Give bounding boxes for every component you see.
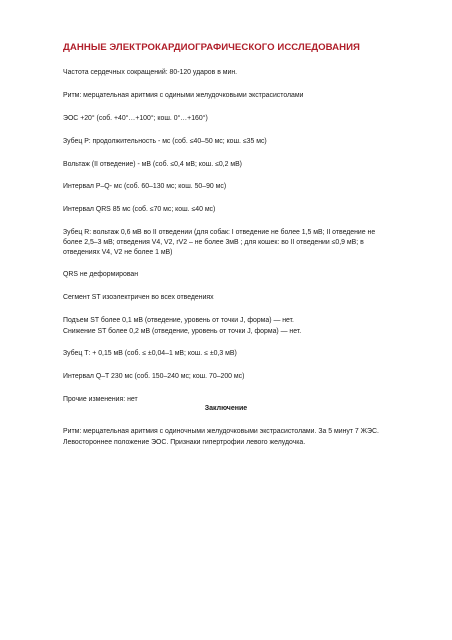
qrs-shape-line: QRS не деформирован [63, 271, 139, 278]
heart-rate-line: Частота сердечных сокращений: 80-120 ударов в мин. [63, 69, 238, 76]
st-rise-line: Подъем ST более 0,1 мВ (отведение, уровень от точки J, форма) — нет. [63, 317, 294, 324]
conclusion-heading: Заключение [204, 405, 248, 412]
qrs-interval-line: Интервал QRS 85 мс (соб. ≤70 мс; кош. ≤40 мс) [63, 206, 216, 213]
p-wave-line: Зубец Р: продолжительность - мс (соб. ≤40–50 мс; кош. ≤35 мс) [63, 138, 267, 145]
rhythm-line: Ритм: мерцательная аритмия с одиными желудочковыми экстрасистолами [63, 92, 304, 99]
conclusion-line-2: Левостороннее положение ЭОС. Признаки гипертрофии левого желудочка. [63, 439, 306, 446]
voltage-line: Вольтаж (II отведение) - мВ (соб. ≤0,4 мВ; кош. ≤0,2 мВ) [63, 161, 242, 168]
st-segment-line: Сегмент ST изоэлектричен во всех отведениях [63, 294, 214, 301]
st-drop-line: Снижение ST более 0,2 мВ (отведение, уровень от точки J, форма) — нет. [63, 328, 302, 335]
t-wave-line: Зубец Т: + 0,15 мВ (соб. ≤ ±0,04–1 мВ; кош. ≤ ±0,3 мВ) [63, 350, 237, 357]
qt-interval-line: Интервал Q–T 230 мс (соб. 150–240 мс; кош. 70–200 мс) [63, 373, 245, 380]
document-title: ДАННЫЕ ЭЛЕКТРОКАРДИОГРАФИЧЕСКОГО ИССЛЕДОВАНИЯ [63, 42, 361, 53]
conclusion-line-1: Ритм: мерцательная аритмия с одиночными желудочковыми экстрасистолами. За 5 минут 7 ЖЭС. [63, 428, 379, 435]
r-wave-line-3: отведениях V4, V2 не более 1 мВ) [63, 249, 173, 256]
other-changes-line: Прочие изменения: нет [63, 396, 138, 403]
r-wave-line-2: более 2,5–3 мВ; отведения V4, V2, rV2 – не более 3мВ ; для кошек: во II отведении ≤0,9 мВ; в [63, 239, 364, 246]
eos-line: ЭОС +20° (соб. +40°…+100°; кош. 0°…+160°) [63, 115, 208, 122]
pq-interval-line: Интервал P–Q- мс (соб. 60–130 мс; кош. 50–90 мс) [63, 183, 227, 190]
r-wave-line-1: Зубец R: вольтаж 0,6 мВ во II отведении (для собак: I отведение не более 1,5 мВ; II отведение не [63, 229, 376, 236]
